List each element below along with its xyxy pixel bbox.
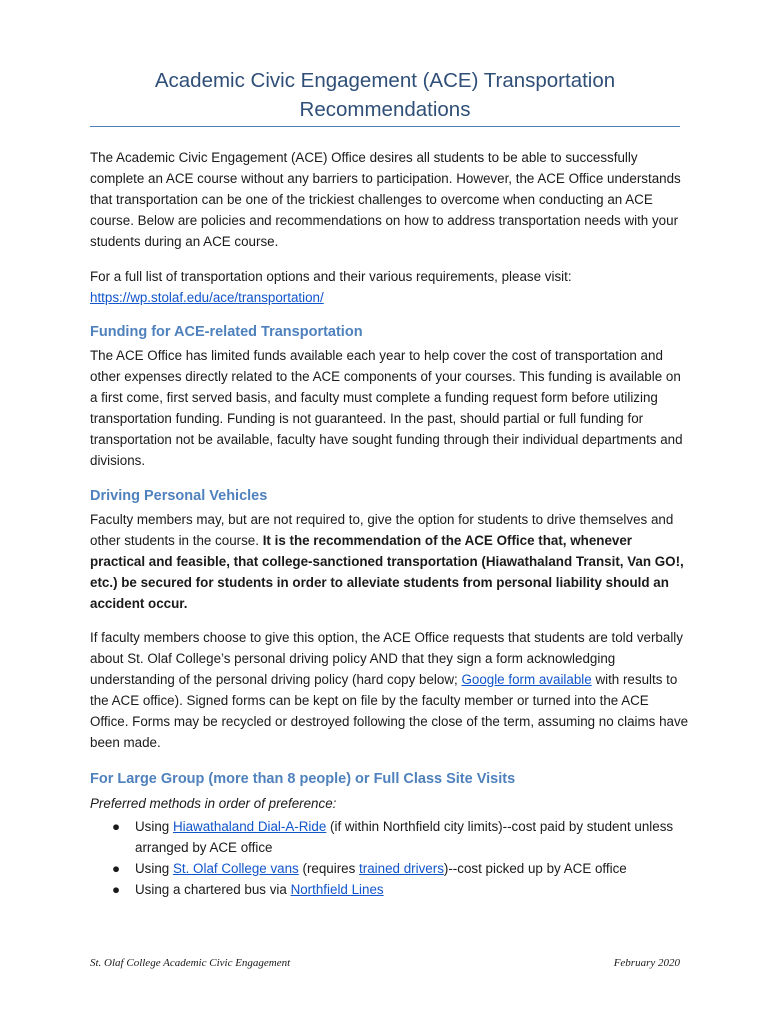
college-vans-link[interactable]: St. Olaf College vans: [172, 861, 299, 876]
large-group-heading: For Large Group (more than 8 people) or Full Class Site Visits: [90, 771, 516, 787]
list-item-text: Using: [135, 861, 173, 876]
northfield-lines-link[interactable]: Northfield Lines: [290, 882, 384, 897]
list-item: [90, 858, 690, 879]
intro-text: The Academic Civic Engagement (ACE) Office desires all students to be able to successfully complete an ACE course without any barriers to participation. However, the ACE Office understands that transportation can be one of the trickiest challenges to overcome when conducting an ACE course. Below are policies and recommendations on how to address transportation needs with your students during an ACE course.: [90, 150, 681, 249]
list-item-text: (if within Northfield city limits)--cost paid by student unless arranged by ACE office: [135, 819, 674, 855]
dial-a-ride-link[interactable]: Hiawathaland Dial-A-Ride: [172, 819, 327, 834]
driving-policy-text-end: with results to the ACE office). Signed forms can be kept on file by the faculty member or turned into the ACE Office. Forms may be recycled or destroyed following the close of the term, assuming no claims have been made.: [90, 672, 689, 750]
list-item-text: )--cost picked up by ACE office: [443, 861, 627, 876]
list-item-text: Using a chartered bus via: [135, 882, 291, 897]
page-title: Academic Civic Engagement (ACE) Transportation Recommendations: [154, 69, 616, 121]
list-item: [90, 816, 690, 858]
funding-heading: Funding for ACE-related Transportation: [90, 324, 363, 340]
bullet-icon: ●: [112, 861, 121, 876]
funding-paragraph: [90, 345, 690, 471]
trained-drivers-link[interactable]: trained drivers: [359, 861, 444, 876]
list-item-text: (requires: [298, 861, 360, 876]
title-divider: [90, 126, 680, 127]
footer-left: St. Olaf College Academic Civic Engagement: [90, 957, 291, 969]
driving-heading: Driving Personal Vehicles: [90, 488, 268, 504]
preference-subheading: Preferred methods in order of preference:: [90, 796, 337, 811]
driving-policy-text: If faculty members choose to give this option, the ACE Office requests that students are told verbally about St. Olaf College’s personal driving policy AND that they sign a form acknowledging understanding of the personal driving policy (hard copy below;: [90, 630, 683, 687]
transport-options-list: [90, 816, 690, 900]
bullet-icon: ●: [112, 819, 121, 834]
driving-paragraph-1: [90, 509, 690, 614]
transportation-link[interactable]: https://wp.stolaf.edu/ace/transportation/: [90, 290, 324, 305]
footer-right: February 2020: [613, 957, 680, 969]
intro-link-text: For a full list of transportation options and their various requirements, please visit:: [90, 269, 572, 284]
intro-paragraph: [90, 147, 690, 252]
intro-link-paragraph: [90, 266, 690, 308]
bullet-icon: ●: [112, 882, 121, 897]
driving-recommendation: It is the recommendation of the ACE Office that, whenever practical and feasible, that college-sanctioned transportation (Hiawathaland Transit, Van GO!, etc.) be secured for students in order to alleviate students from personal liability should an accident occur.: [90, 533, 684, 611]
list-item-text: Using: [135, 819, 173, 834]
google-form-link[interactable]: Google form available: [461, 672, 592, 687]
driving-paragraph-2: [90, 627, 690, 753]
driving-text: Faculty members may, but are not required to, give the option for students to drive themselves and other students in the course.: [90, 512, 674, 548]
list-item: [90, 879, 690, 900]
funding-text: The ACE Office has limited funds available each year to help cover the cost of transportation and other expenses directly related to the ACE components of your courses. This funding is available on a first come, first served basis, and faculty must complete a funding request form before utilizing transportation funding. Funding is not guaranteed. In the past, should partial or full funding for transportation not be available, faculty have sought funding through their individual departments and divisions.: [90, 348, 683, 468]
